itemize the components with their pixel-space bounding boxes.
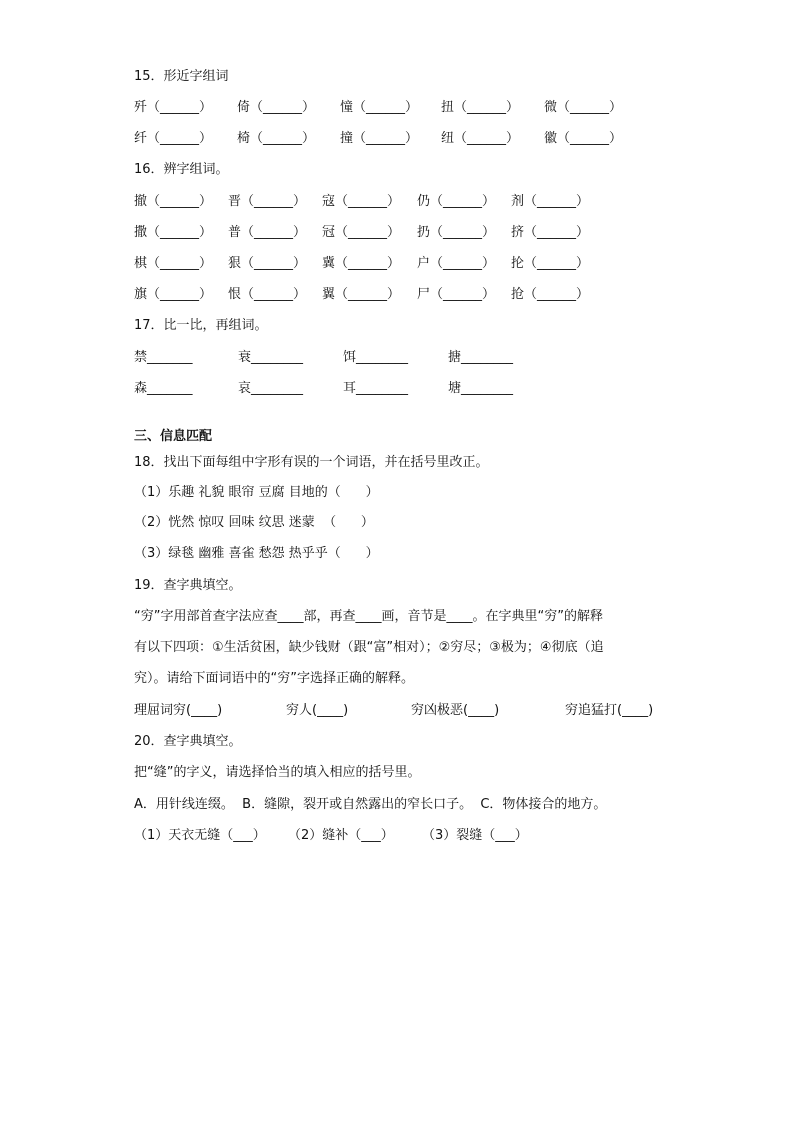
word-blank[interactable]: 耳________ xyxy=(343,381,409,396)
word-blank[interactable]: （1）天衣无缝（___） xyxy=(134,828,266,843)
word-blank[interactable]: 棋（______） xyxy=(134,256,213,271)
word-blank[interactable]: 倚（______） xyxy=(237,100,316,115)
word-blank[interactable]: 穷人(____) xyxy=(286,703,349,718)
word-blank[interactable]: 冀（______） xyxy=(322,256,401,271)
word-blank[interactable]: 禁_______ xyxy=(134,350,193,365)
word-blank[interactable]: 仍（______） xyxy=(417,194,496,209)
word-blank[interactable]: 搪________ xyxy=(448,350,514,365)
q19-paragraph-line: 有以下四项：①生活贫困，缺少钱财（跟“富”相对）；②穷尽；③极为；④彻底（追 xyxy=(134,640,604,655)
q18-item[interactable]: （3）绿毯 幽雅 喜雀 愁怨 热乎乎（ ） xyxy=(134,546,379,561)
word-blank[interactable]: 衰________ xyxy=(238,350,304,365)
q20-instruction: 把“缝”的字义，请选择恰当的填入相应的括号里。 xyxy=(134,765,421,780)
q18-item[interactable]: （1）乐趣 礼貌 眼帘 豆腐 目地的（ ） xyxy=(134,485,379,500)
word-blank[interactable]: 微（______） xyxy=(544,100,623,115)
word-blank[interactable]: 抢（______） xyxy=(511,287,590,302)
q17-title: 17．比一比，再组词。 xyxy=(134,318,268,333)
word-blank[interactable]: （3）裂缝（___） xyxy=(422,828,528,843)
word-blank[interactable]: 纤（______） xyxy=(134,131,213,146)
word-blank[interactable]: 森_______ xyxy=(134,381,193,396)
word-blank[interactable]: 户（______） xyxy=(417,256,496,271)
word-blank[interactable]: 翼（______） xyxy=(322,287,401,302)
word-blank[interactable]: 扔（______） xyxy=(417,225,496,240)
q18-title: 18．找出下面每组中字形有误的一个词语，并在括号里改正。 xyxy=(134,455,489,470)
word-blank[interactable]: 旗（______） xyxy=(134,287,213,302)
q15-title: 15．形近字组词 xyxy=(134,69,229,84)
q20-title: 20．查字典填空。 xyxy=(134,734,242,749)
word-blank[interactable]: 撒（______） xyxy=(134,225,213,240)
word-blank[interactable]: 撤（______） xyxy=(134,194,213,209)
q16-title: 16．辨字组词。 xyxy=(134,162,229,177)
word-blank[interactable]: 剂（______） xyxy=(511,194,590,209)
word-blank[interactable]: 寇（______） xyxy=(322,194,401,209)
q20-options: A．用针线连缀。 B．缝隙，裂开或自然露出的窄长口子。 C．物体接合的地方。 xyxy=(134,797,607,812)
word-blank[interactable]: 扭（______） xyxy=(441,100,520,115)
q19-paragraph-line[interactable]: “穷”字用部首查字法应查____部，再查____画，音节是____。在字典里“穷”的解释 xyxy=(134,609,603,624)
word-blank[interactable]: 塘________ xyxy=(448,381,514,396)
word-blank[interactable]: 穷凶极恶(____) xyxy=(411,703,500,718)
word-blank[interactable]: 纽（______） xyxy=(441,131,520,146)
word-blank[interactable]: 理屈词穷(____) xyxy=(134,703,223,718)
word-blank[interactable]: 挤（______） xyxy=(511,225,590,240)
word-blank[interactable]: 尸（______） xyxy=(417,287,496,302)
q18-item[interactable]: （2）恍然 惊叹 回味 纹思 迷蒙 （ ） xyxy=(134,515,374,530)
word-blank[interactable]: 晋（______） xyxy=(228,194,307,209)
word-blank[interactable]: 普（______） xyxy=(228,225,307,240)
section-heading: 三、信息匹配 xyxy=(134,429,213,444)
word-blank[interactable]: 撞（______） xyxy=(340,131,419,146)
word-blank[interactable]: 憧（______） xyxy=(340,100,419,115)
q19-title: 19．查字典填空。 xyxy=(134,578,242,593)
word-blank[interactable]: 恨（______） xyxy=(228,287,307,302)
word-blank[interactable]: 椅（______） xyxy=(237,131,316,146)
word-blank[interactable]: 冠（______） xyxy=(322,225,401,240)
word-blank[interactable]: 歼（______） xyxy=(134,100,213,115)
word-blank[interactable]: （2）缝补（___） xyxy=(288,828,394,843)
word-blank[interactable]: 狠（______） xyxy=(228,256,307,271)
word-blank[interactable]: 穷追猛打(____) xyxy=(565,703,654,718)
word-blank[interactable]: 哀________ xyxy=(238,381,304,396)
q19-paragraph-line: 究）。请给下面词语中的“穷”字选择正确的解释。 xyxy=(134,671,414,686)
word-blank[interactable]: 饵________ xyxy=(343,350,409,365)
word-blank[interactable]: 抡（______） xyxy=(511,256,590,271)
word-blank[interactable]: 徽（______） xyxy=(544,131,623,146)
